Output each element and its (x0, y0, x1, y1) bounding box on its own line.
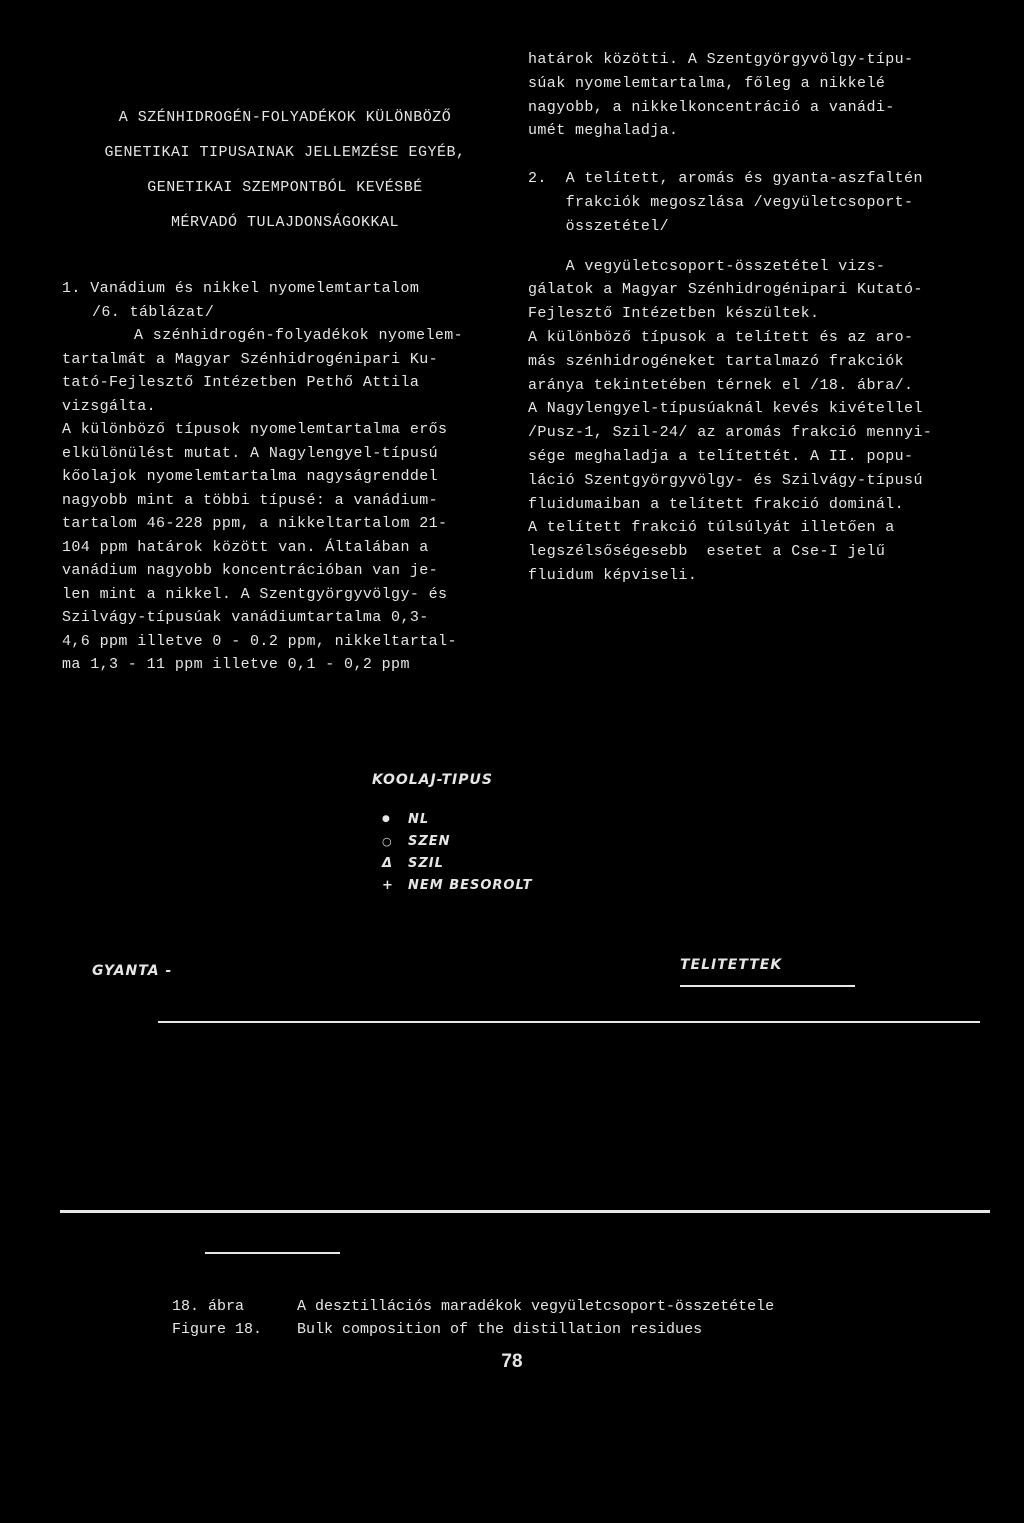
legend-label: SZEN (408, 833, 451, 849)
figure-rule (205, 1252, 340, 1254)
paragraph-line: Fejlesztő Intézetben készültek. (528, 305, 820, 323)
paragraph-line: A különböző típusok a telített és az aro- (528, 328, 914, 346)
legend-item (382, 808, 533, 830)
page-number: 78 (501, 1351, 523, 1372)
legend-item (382, 852, 533, 874)
figure-legend (382, 808, 533, 896)
open-circle-icon: ○ (382, 834, 393, 848)
heading-line: MÉRVADÓ TULAJDONSÁGOKKAL (170, 214, 400, 231)
caption-hungarian (172, 1295, 774, 1318)
heading-line: GENETIKAI TIPUSAINAK JELLEMZÉSE EGYÉB, (104, 144, 466, 161)
caption-label: Figure 18. (172, 1321, 263, 1338)
legend-item (382, 874, 533, 896)
paragraph-line: kőolajok nyomelemtartalma nagyságrenddel (62, 468, 439, 485)
paragraph-line: A különböző típusok nyomelemtartalma erős (62, 421, 448, 438)
section-reference: /6. táblázat/ (92, 303, 215, 321)
paragraph-line: ma 1,3 - 11 ppm illetve 0,1 - 0,2 ppm (62, 656, 410, 673)
paragraph-line: nagyobb, a nikkelkoncentráció a vanádi- (528, 98, 895, 116)
caption-text: A desztillációs maradékok vegyületcsoport-összetétele (297, 1298, 775, 1315)
right-column-text (528, 48, 998, 588)
paragraph-line: elkülönülést mutat. A Nagylengyel-típusú (62, 444, 439, 462)
paragraph-line: nagyobb mint a többi típusé: a vanádium- (62, 491, 439, 509)
paragraph-line: Szilvágy-típusúak vanádiumtartalma 0,3- (62, 609, 429, 626)
saturates-axis-label: TELITETTEK (680, 957, 783, 973)
plus-icon: + (382, 877, 394, 893)
paragraph-line: A szénhidrogén-folyadékok nyomelem- (134, 327, 464, 344)
figure-rule (158, 1021, 980, 1023)
paragraph-line: gálatok a Magyar Szénhidrogénipari Kutató- (528, 281, 923, 299)
paragraph-line: 4,6 ppm illetve 0 - 0.2 ppm, nikkeltartal- (62, 632, 457, 650)
triangle-icon: Δ (382, 855, 394, 871)
paragraph-line: láció Szentgyörgyvölgy- és Szilvágy-típusú (528, 471, 923, 489)
caption-label: 18. ábra (172, 1298, 245, 1315)
figure-caption (172, 1295, 774, 1341)
paragraph-line: tató-Fejlesztő Intézetben Pethő Attila (62, 374, 420, 391)
filled-circle-icon: ● (382, 814, 391, 824)
legend-title: KOOLAJ-TIPUS (372, 772, 493, 788)
section-title: 1. Vanádium és nikkel nyomelemtartalom (62, 280, 420, 297)
paragraph-line: vizsgálta. (62, 397, 157, 415)
paragraph-line: fluidumaiban a telített frakció dominál. (528, 495, 905, 513)
paragraph-line: súak nyomelemtartalma, főleg a nikkelé (528, 74, 886, 92)
paragraph-line: legszélsőségesebb esetet a Cse-I jelű (528, 543, 886, 561)
label-underline (680, 985, 855, 987)
resin-axis-label: GYANTA - (92, 963, 173, 979)
section-title-line: összetétel/ (528, 217, 670, 235)
caption-text: Bulk composition of the distillation residues (297, 1321, 703, 1338)
paragraph-line: aránya tekintetében térnek el /18. ábra/. (528, 376, 914, 394)
paragraph-line: len mint a nikkel. A Szentgyörgyvölgy- és (62, 585, 448, 603)
legend-label: SZIL (408, 855, 444, 871)
paragraph-line: vanádium nagyobb koncentrációban van je- (62, 562, 439, 579)
paragraph-line: umét meghaladja. (528, 122, 679, 140)
paragraph-line: /Pusz-1, Szil-24/ az aromás frakció mennyi- (528, 424, 933, 442)
paragraph-line: tartalmát a Magyar Szénhidrogénipari Ku- (62, 350, 439, 368)
paragraph-line: A vegyületcsoport-összetétel vizs- (528, 257, 886, 275)
legend-item (382, 830, 533, 852)
paragraph-line: 104 ppm határok között van. Általában a (62, 538, 429, 556)
paragraph-line: fluidum képviseli. (528, 566, 698, 584)
figure-rule (60, 1210, 990, 1213)
paragraph-line: A telített frakció túlsúlyát illetően a (528, 519, 895, 537)
legend-label: NL (408, 811, 430, 827)
section-title-line: 2. A telített, aromás és gyanta-aszfaltén (528, 170, 923, 188)
paragraph-line: más szénhidrogéneket tartalmazó frakciók (528, 352, 905, 370)
left-column-text (62, 277, 522, 677)
caption-english (172, 1318, 774, 1341)
paragraph-line: sége meghaladja a telítettét. A II. popu- (528, 447, 914, 465)
section-heading (60, 100, 510, 240)
section-title-line: frakciók megoszlása /vegyületcsoport- (528, 193, 914, 211)
paragraph-line: határok közötti. A Szentgyörgyvölgy-típu- (528, 51, 914, 68)
paragraph-line: A Nagylengyel-típusúaknál kevés kivétellel (528, 400, 923, 418)
heading-line: GENETIKAI SZEMPONTBÓL KEVÉSBÉ (147, 179, 423, 196)
legend-label: NEM BESOROLT (408, 877, 533, 893)
paragraph-line: tartalom 46-228 ppm, a nikkeltartalom 21- (62, 515, 448, 532)
heading-line: A SZÉNHIDROGÉN-FOLYADÉKOK KÜLÖNBÖZŐ (118, 109, 452, 126)
